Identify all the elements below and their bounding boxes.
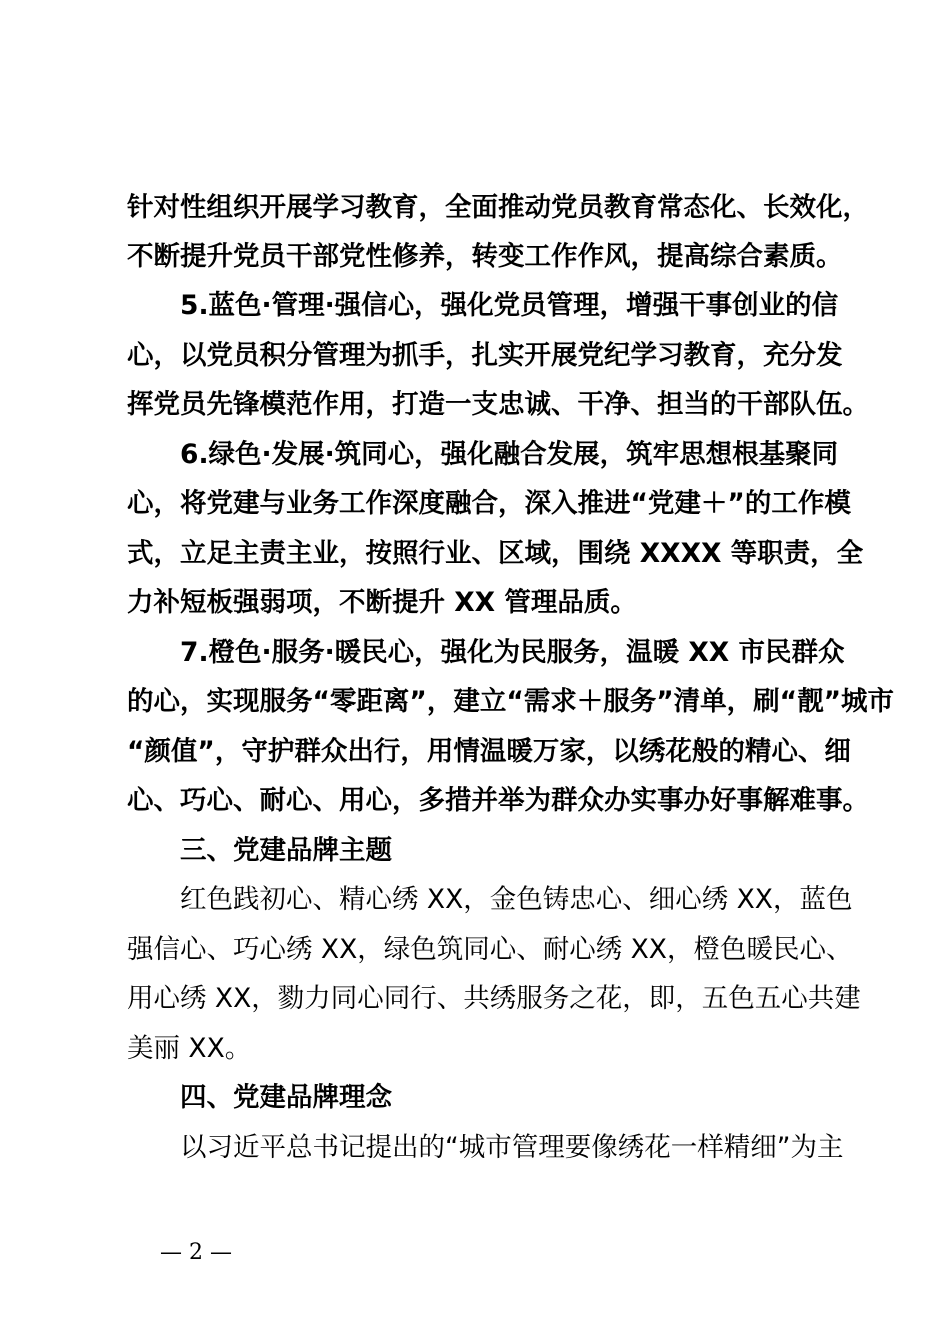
- text-line: 心，以党员积分管理为抓手，扎实开展党纪学习教育，充分发: [127, 340, 843, 371]
- text-line: 挥党员先锋模范作用，打造一支忠诚、干净、担当的干部队伍。: [127, 389, 869, 420]
- text-line: 红色践初心、精心绣 XX，金色铸忠心、细心绣 XX，蓝色: [180, 884, 853, 915]
- text-line: 心，将党建与业务工作深度融合，深入推进“党建＋”的工作模: [127, 488, 851, 519]
- text-line: 心、巧心、耐心、用心，多措并举为群众办实事办好事解难事。: [127, 785, 869, 816]
- section-heading-3: 三、党建品牌主题: [180, 835, 392, 866]
- text-line: “颜值”，守护群众出行，用情温暖万家，以绣花般的精心、细: [127, 736, 851, 767]
- text-line: 强信心、巧心绣 XX，绿色筑同心、耐心绣 XX，橙色暖民心、: [127, 934, 853, 965]
- text-line: 美丽 XX。: [127, 1033, 252, 1064]
- paragraph-heading-7: 7.橙色·服务·暖民心，强化为民服务，温暖 XX 市民群众: [180, 637, 845, 668]
- text-line: 用心绣 XX，勠力同心同行、共绣服务之花，即，五色五心共建: [127, 983, 861, 1014]
- text-line: 以习近平总书记提出的“城市管理要像绣花一样精细”为主: [180, 1132, 844, 1163]
- text-line: 力补短板强弱项，不断提升 XX 管理品质。: [127, 587, 637, 618]
- text-line: 的心，实现服务“零距离”，建立“需求＋服务”清单，刷“靓”城市: [127, 686, 894, 717]
- page-number: — 2 —: [160, 1240, 232, 1265]
- text-line: 不断提升党员干部党性修养，转变工作作风，提高综合素质。: [127, 241, 843, 272]
- section-heading-4: 四、党建品牌理念: [180, 1082, 392, 1113]
- paragraph-heading-6: 6.绿色·发展·筑同心，强化融合发展，筑牢思想根基聚同: [180, 439, 839, 470]
- paragraph-heading-5: 5.蓝色·管理·强信心，强化党员管理，增强干事创业的信: [180, 290, 839, 321]
- text-line: 式，立足主责主业，按照行业、区域，围绕 XXXX 等职责，全: [127, 538, 864, 569]
- text-line: 针对性组织开展学习教育，全面推动党员教育常态化、长效化，: [127, 192, 869, 223]
